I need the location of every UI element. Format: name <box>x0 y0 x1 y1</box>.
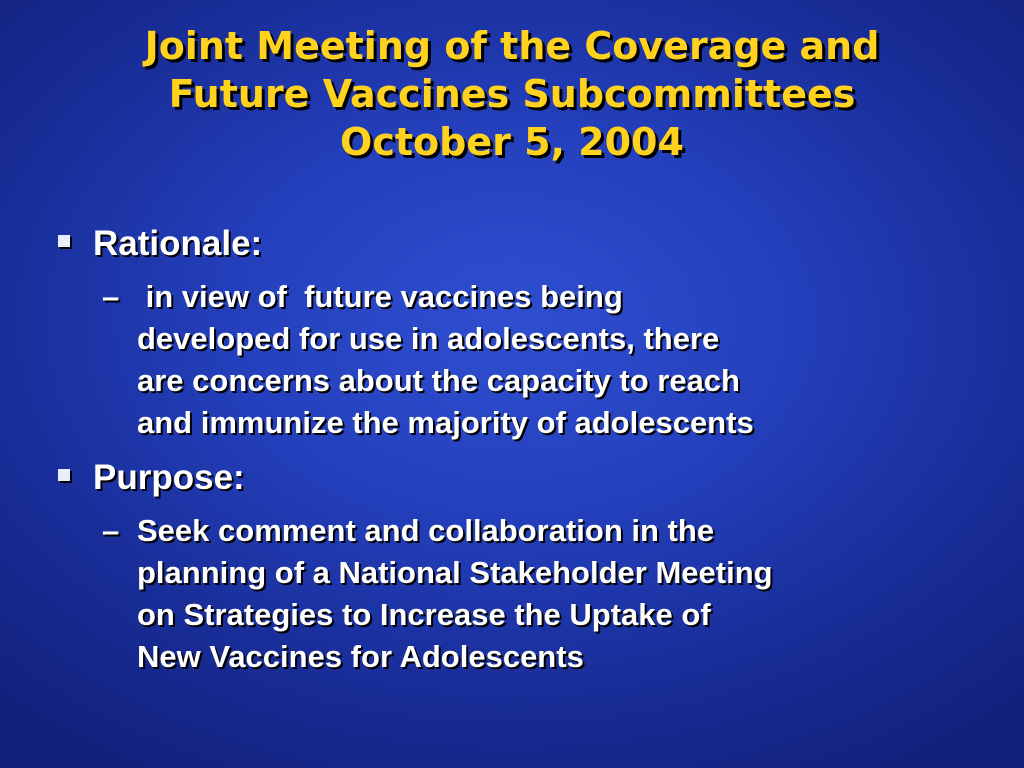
title-line-3: October 5, 2004 <box>340 120 684 164</box>
sub-line: Seek comment and collaboration in the <box>137 513 715 548</box>
sub-bullet-rationale <box>55 276 995 444</box>
bullet-purpose <box>55 456 995 500</box>
sub-line: developed for use in adolescents, there <box>137 321 720 356</box>
title-line-2: Future Vaccines Subcommittees <box>168 72 856 116</box>
bullet-heading: Purpose: <box>93 458 245 497</box>
sub-line: are concerns about the capacity to reach <box>137 363 740 398</box>
square-bullet-icon <box>58 235 70 247</box>
square-bullet-icon <box>58 469 70 481</box>
sub-line: on Strategies to Increase the Uptake of <box>137 597 711 632</box>
sub-line: New Vaccines for Adolescents <box>137 639 584 674</box>
slide-title <box>0 22 1024 166</box>
sub-line: planning of a National Stakeholder Meeting <box>137 555 773 590</box>
title-line-1: Joint Meeting of the Coverage and <box>144 24 880 68</box>
bullet-heading: Rationale: <box>93 224 263 263</box>
bullet-rationale <box>55 222 995 266</box>
sub-line: in view of future vaccines being <box>137 279 623 314</box>
dash-icon: – <box>102 279 120 314</box>
sub-bullet-purpose <box>55 510 995 678</box>
slide-body <box>55 222 995 690</box>
sub-line: and immunize the majority of adolescents <box>137 405 754 440</box>
dash-icon: – <box>102 513 120 548</box>
